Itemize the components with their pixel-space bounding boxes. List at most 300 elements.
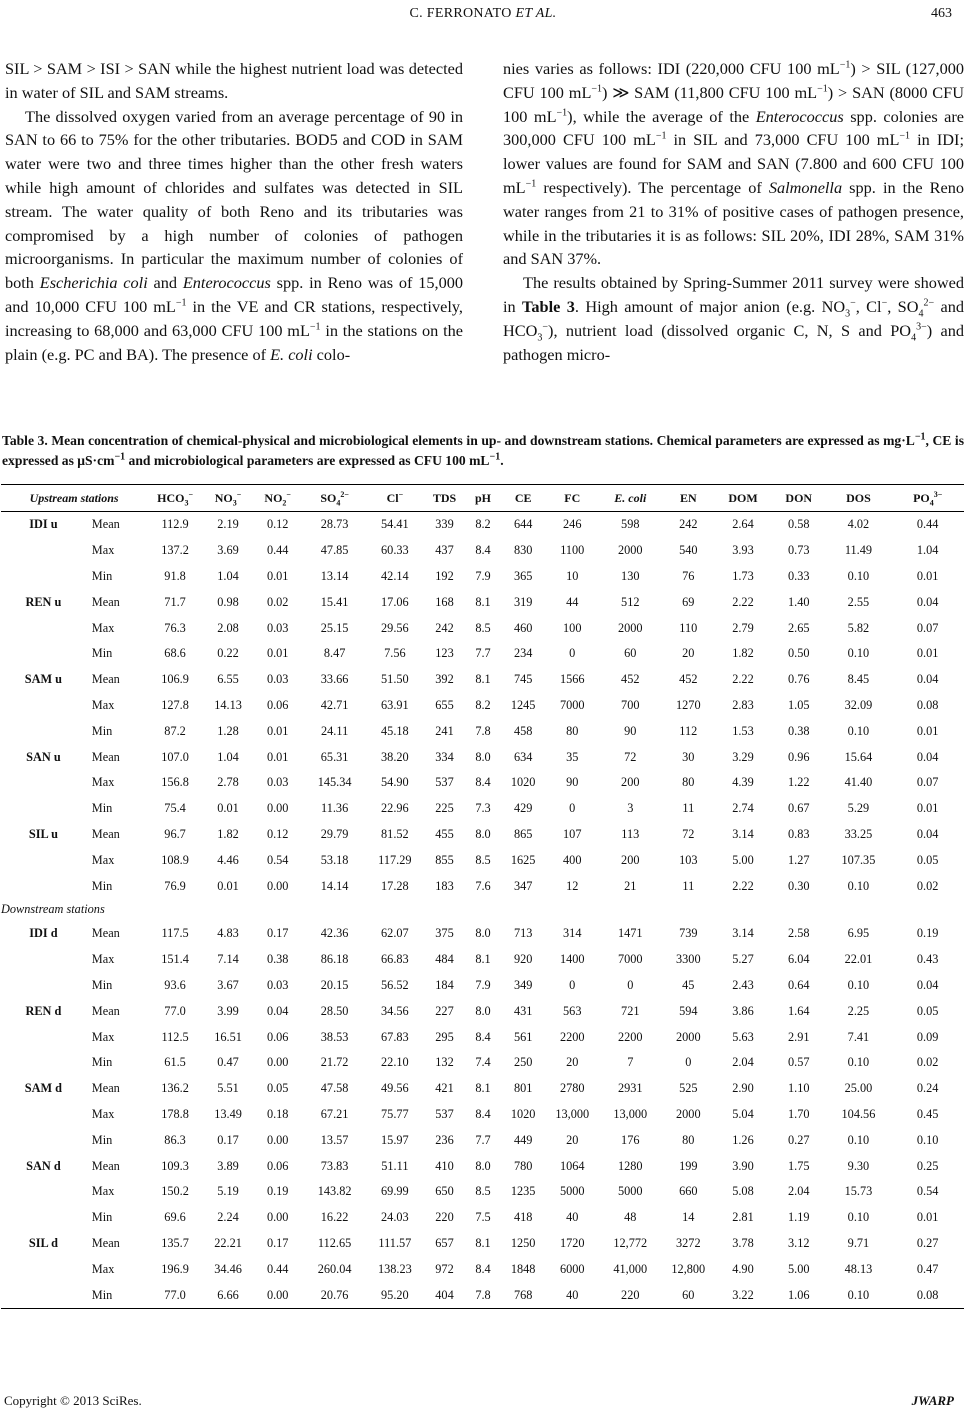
species-name: Salmonella xyxy=(768,177,843,197)
value-cell: 314 xyxy=(563,926,582,941)
value-cell: 537 xyxy=(435,1106,454,1121)
subscript: 4 xyxy=(918,308,924,320)
text-run: , Cl xyxy=(855,296,882,316)
value-cell: 13,000 xyxy=(555,1106,590,1121)
value-cell: 8.0 xyxy=(475,1003,491,1018)
value-cell: 63.91 xyxy=(381,697,409,712)
station-cell xyxy=(1,1024,86,1050)
text-run: in the VE and CR stations, respectively, increasing to 68,000 and 63,000 CFU 100 mL xyxy=(5,296,463,340)
value-cell: 1.53 xyxy=(732,723,754,738)
value-cell: 0.05 xyxy=(266,1081,289,1096)
table-row xyxy=(1,589,964,615)
value-cell: 1.04 xyxy=(217,568,239,583)
value-cell: 561 xyxy=(513,1029,533,1044)
value-cell: 339 xyxy=(435,517,454,532)
value-cell: 7.4 xyxy=(475,1055,491,1070)
superscript: − xyxy=(542,321,549,333)
value-cell: 0.10 xyxy=(847,878,870,893)
value-cell: 48.13 xyxy=(844,1261,873,1276)
value-cell: 1.82 xyxy=(217,826,239,841)
value-cell: 14 xyxy=(682,1210,695,1225)
value-cell: 0.10 xyxy=(847,646,870,661)
superscript: −1 xyxy=(655,130,667,142)
value-cell: 7.56 xyxy=(384,646,406,661)
statistic-cell: Mean xyxy=(91,826,120,841)
statistic-cell: Mean xyxy=(91,1003,120,1018)
value-cell: 56.52 xyxy=(381,977,409,992)
value-cell: 594 xyxy=(679,1003,698,1018)
value-cell: 107.0 xyxy=(161,749,189,764)
table-header-first: Upstream stations xyxy=(29,490,119,505)
value-cell: 1.82 xyxy=(732,646,754,661)
value-cell: 80 xyxy=(682,775,695,790)
value-cell: 66.83 xyxy=(381,952,409,967)
value-cell: 2000 xyxy=(676,1029,701,1044)
value-cell: 112.9 xyxy=(161,517,189,532)
value-cell: 8.0 xyxy=(475,1158,491,1173)
value-cell: 135.7 xyxy=(161,1235,189,1250)
species-name: Enterococcus xyxy=(182,273,271,293)
text-run: respectively). The percentage of xyxy=(536,177,769,197)
value-cell: 7.8 xyxy=(475,723,491,738)
statistic-cell: Mean xyxy=(91,926,120,941)
value-cell: 14.13 xyxy=(214,697,242,712)
value-cell: 3.67 xyxy=(217,977,239,992)
value-cell: 0.10 xyxy=(847,1132,870,1147)
superscript: −1 xyxy=(114,451,126,463)
value-cell: 365 xyxy=(513,568,533,583)
value-cell: 44 xyxy=(566,594,579,609)
value-cell: 8.1 xyxy=(475,1081,491,1096)
value-cell: 12,772 xyxy=(613,1235,648,1250)
station-cell xyxy=(1,1282,86,1308)
table-row xyxy=(1,667,964,693)
value-cell: 2200 xyxy=(559,1029,585,1044)
text-run: ), while the average of the xyxy=(567,106,756,126)
value-cell: 112.65 xyxy=(317,1235,352,1250)
value-cell: 0 xyxy=(569,801,576,816)
value-cell: 25.15 xyxy=(320,620,349,635)
value-cell: 431 xyxy=(513,1003,533,1018)
value-cell: 8.1 xyxy=(475,594,491,609)
value-cell: 4.39 xyxy=(732,775,754,790)
value-cell: 8.0 xyxy=(475,826,491,841)
value-cell: 0.03 xyxy=(266,620,289,635)
value-cell: 452 xyxy=(679,672,698,687)
value-cell: 2.55 xyxy=(847,594,870,609)
value-cell: 1.64 xyxy=(787,1003,810,1018)
value-cell: 32.09 xyxy=(844,697,873,712)
value-cell: 449 xyxy=(513,1132,533,1147)
value-cell: 0.27 xyxy=(916,1235,939,1250)
table-header-cell: FC xyxy=(564,490,581,505)
value-cell: 2.43 xyxy=(732,977,754,992)
value-cell: 90 xyxy=(566,775,579,790)
value-cell: 2.91 xyxy=(787,1029,810,1044)
value-cell: 0.96 xyxy=(787,749,810,764)
value-cell: 655 xyxy=(435,697,454,712)
value-cell: 0.01 xyxy=(266,568,289,583)
value-cell: 1720 xyxy=(559,1235,585,1250)
value-cell: 0.00 xyxy=(266,1055,289,1070)
value-cell: 920 xyxy=(513,952,533,967)
value-cell: 10 xyxy=(566,568,579,583)
value-cell: 1100 xyxy=(560,543,585,558)
value-cell: 3.90 xyxy=(732,1158,754,1173)
table-row xyxy=(1,1076,964,1102)
value-cell: 2.22 xyxy=(732,594,754,609)
value-cell: 0.03 xyxy=(266,775,289,790)
value-cell: 0.10 xyxy=(847,723,870,738)
station-cell: SAM d xyxy=(24,1081,63,1096)
value-cell: 35 xyxy=(566,749,579,764)
text-run: spp. in Reno was of 15,000 and 10,000 CFU 100 mL xyxy=(5,273,464,316)
superscript: −1 xyxy=(591,83,603,95)
value-cell: 123 xyxy=(435,646,454,661)
value-cell: 20 xyxy=(566,1132,579,1147)
value-cell: 3272 xyxy=(676,1235,701,1250)
value-cell: 3.69 xyxy=(217,543,239,558)
value-cell: 8.45 xyxy=(847,672,870,687)
table-header-cell: EN xyxy=(679,490,697,505)
statistic-cell: Max xyxy=(91,952,115,967)
subscript: 4 xyxy=(911,332,917,344)
value-cell: 0.10 xyxy=(847,568,870,583)
table-header-row xyxy=(1,485,964,512)
value-cell: 2.74 xyxy=(732,801,754,816)
table-row xyxy=(1,744,964,770)
value-cell: 0.01 xyxy=(916,568,939,583)
table-row xyxy=(1,564,964,590)
value-cell: 3.12 xyxy=(787,1235,810,1250)
value-cell: 104.56 xyxy=(841,1106,876,1121)
left-paragraph-2 xyxy=(5,105,463,367)
value-cell: 60.33 xyxy=(381,543,409,558)
statistic-cell: Min xyxy=(91,1055,113,1070)
value-cell: 0.43 xyxy=(916,952,939,967)
value-cell: 7.41 xyxy=(847,1029,870,1044)
value-cell: 319 xyxy=(513,594,533,609)
value-cell: 0.05 xyxy=(916,1003,939,1018)
statistic-cell: Min xyxy=(91,977,113,992)
text-run: and xyxy=(147,273,183,293)
value-cell: 2.08 xyxy=(217,620,239,635)
station-cell xyxy=(1,564,86,590)
value-cell: 200 xyxy=(621,775,640,790)
text-run: in IDI; lower values are found for SAM and SAN (7.800 and 600 CFU 100 mL xyxy=(503,130,964,197)
value-cell: 1.19 xyxy=(787,1210,810,1225)
value-cell: 246 xyxy=(563,517,582,532)
value-cell: 1.27 xyxy=(787,852,810,867)
statistic-cell: Mean xyxy=(91,517,120,532)
statistic-cell: Mean xyxy=(91,672,120,687)
value-cell: 227 xyxy=(435,1003,454,1018)
superscript: −1 xyxy=(489,451,501,463)
value-cell: 437 xyxy=(435,543,454,558)
value-cell: 0.47 xyxy=(217,1055,239,1070)
text-run: ) > SAN (8000 CFU 100 mL xyxy=(503,82,964,126)
value-cell: 0.10 xyxy=(826,1282,892,1308)
text-run: , CE is expressed as μS·cm xyxy=(2,433,964,468)
value-cell: 1064 xyxy=(559,1158,585,1173)
table-row xyxy=(1,1179,964,1205)
right-paragraph-1 xyxy=(503,57,964,271)
value-cell: 0.98 xyxy=(217,594,239,609)
value-cell: 400 xyxy=(563,852,582,867)
value-cell: 452 xyxy=(621,672,640,687)
value-cell: 1.22 xyxy=(787,775,810,790)
value-cell: 349 xyxy=(513,977,533,992)
value-cell: 34.56 xyxy=(381,1003,409,1018)
value-cell: 4.46 xyxy=(217,852,239,867)
statistic-cell: Mean xyxy=(91,1081,120,1096)
value-cell: 0.09 xyxy=(916,1029,939,1044)
value-cell: 67.83 xyxy=(381,1029,409,1044)
value-cell: 455 xyxy=(435,826,454,841)
value-cell: 38.53 xyxy=(320,1029,349,1044)
value-cell: 1625 xyxy=(510,852,536,867)
value-cell: 4.90 xyxy=(732,1261,754,1276)
value-cell: 1245 xyxy=(510,697,536,712)
value-cell: 3300 xyxy=(676,952,701,967)
statistic-cell: Min xyxy=(91,568,113,583)
value-cell: 0.04 xyxy=(266,1003,289,1018)
value-cell: 242 xyxy=(679,517,698,532)
table-header-cell: TDS xyxy=(432,490,457,505)
value-cell: 95.20 xyxy=(367,1282,423,1308)
value-cell: 0.04 xyxy=(916,594,939,609)
value-cell: 484 xyxy=(435,952,454,967)
table-row xyxy=(1,1153,964,1179)
value-cell: 2.04 xyxy=(732,1055,754,1070)
page-header xyxy=(0,6,966,32)
value-cell: 80 xyxy=(682,1132,695,1147)
statistic-cell: Min xyxy=(91,723,113,738)
value-cell: 421 xyxy=(435,1081,454,1096)
value-cell: 1020 xyxy=(510,775,536,790)
value-cell: 96.7 xyxy=(164,826,186,841)
value-cell: 22.01 xyxy=(844,952,873,967)
value-cell: 113 xyxy=(621,826,640,841)
station-cell: IDI d xyxy=(29,926,58,941)
value-cell: 150.2 xyxy=(161,1184,189,1199)
value-cell: 0.54 xyxy=(266,852,289,867)
value-cell: 1020 xyxy=(510,1106,536,1121)
value-cell: 0.12 xyxy=(266,517,289,532)
value-cell: 2000 xyxy=(617,543,643,558)
table-row xyxy=(1,796,964,822)
value-cell: 347 xyxy=(513,878,533,893)
value-cell: 0.19 xyxy=(916,926,939,941)
table-row xyxy=(1,693,964,719)
value-cell: 5.00 xyxy=(787,1261,810,1276)
value-cell: 69 xyxy=(682,594,695,609)
value-cell: 0.04 xyxy=(916,749,939,764)
value-cell: 111.57 xyxy=(378,1235,412,1250)
value-cell: 1.40 xyxy=(787,594,810,609)
value-cell: 8.4 xyxy=(475,775,491,790)
value-cell: 537 xyxy=(435,775,454,790)
value-cell: 0.10 xyxy=(916,1132,939,1147)
statistic-cell: Max xyxy=(91,697,115,712)
value-cell: 5.29 xyxy=(847,801,870,816)
value-cell: 334 xyxy=(435,749,454,764)
value-cell: 0.27 xyxy=(787,1132,810,1147)
value-cell: 34.46 xyxy=(214,1261,242,1276)
value-cell: 0.30 xyxy=(787,878,810,893)
value-cell: 242 xyxy=(435,620,454,635)
value-cell: 2.83 xyxy=(732,697,754,712)
value-cell: 8.1 xyxy=(475,952,491,967)
text-run: The dissolved oxygen varied from an average percentage of 90 in SAN to 66 to 75% for the other tributaries. BOD5 and COD in SAM water were two and three times higher than the other fresh waters while high amount of chlorides and sulfates was detected in SIL stream. The water quality of both Reno and its tributaries was compromised by a high number of colonies of pathogen microorganisms. In particular the maximum number of colonies of both xyxy=(5,106,463,293)
station-cell xyxy=(1,641,86,667)
value-cell: 12 xyxy=(566,878,579,893)
value-cell: 0.57 xyxy=(787,1055,810,1070)
value-cell: 0.64 xyxy=(787,977,810,992)
value-cell: 2.79 xyxy=(732,620,754,635)
value-cell: 138.23 xyxy=(377,1261,412,1276)
superscript: −1 xyxy=(175,297,187,309)
value-cell: 0.04 xyxy=(916,826,939,841)
table-body xyxy=(1,512,964,1309)
text-run: colo- xyxy=(312,344,351,364)
table-row xyxy=(1,1050,964,1076)
statistic-cell: Max xyxy=(91,775,115,790)
value-cell: 53.18 xyxy=(320,852,349,867)
value-cell: 178.8 xyxy=(161,1106,189,1121)
journal-name: JWARP xyxy=(911,1393,954,1408)
value-cell: 15.41 xyxy=(320,594,349,609)
value-cell: 0.50 xyxy=(787,646,810,661)
value-cell: 15.73 xyxy=(844,1184,873,1199)
value-cell: 0.03 xyxy=(266,672,289,687)
value-cell: 700 xyxy=(621,697,640,712)
value-cell: 295 xyxy=(435,1029,454,1044)
value-cell: 103 xyxy=(679,852,698,867)
table-caption xyxy=(2,431,964,471)
value-cell: 7.8 xyxy=(466,1282,499,1308)
statistic-cell: Max xyxy=(91,1029,115,1044)
value-cell: 0.10 xyxy=(847,1055,870,1070)
statistic-cell: Min xyxy=(91,801,113,816)
value-cell: 6.55 xyxy=(217,672,239,687)
value-cell: 13.49 xyxy=(214,1106,242,1121)
value-cell: 0.05 xyxy=(916,852,939,867)
text-run: and microbiological parameters are expressed as CFU 100 mL xyxy=(125,453,490,468)
value-cell: 87.2 xyxy=(164,723,186,738)
value-cell: 127.8 xyxy=(161,697,189,712)
value-cell: 8.4 xyxy=(475,1261,491,1276)
value-cell: 0.17 xyxy=(266,1235,289,1250)
station-cell: SIL u xyxy=(28,826,58,841)
station-cell xyxy=(1,973,86,999)
value-cell: 2.78 xyxy=(217,775,239,790)
value-cell: 0.76 xyxy=(787,672,810,687)
station-cell: REN d xyxy=(25,1003,62,1018)
table-header-cell: $PO_4^{3-}$ xyxy=(913,489,943,507)
value-cell: 2000 xyxy=(617,620,643,635)
downstream-section-row xyxy=(1,899,964,921)
value-cell: 0.18 xyxy=(266,1106,289,1121)
value-cell: 1.28 xyxy=(217,723,239,738)
value-cell: 67.21 xyxy=(320,1106,349,1121)
value-cell: 0.08 xyxy=(916,697,939,712)
value-cell: 112 xyxy=(679,723,698,738)
value-cell: 110 xyxy=(679,620,698,635)
value-cell: 77.0 xyxy=(147,1282,203,1308)
value-cell: 20.15 xyxy=(320,977,349,992)
value-cell: 45.18 xyxy=(381,723,409,738)
table-row xyxy=(1,1205,964,1231)
value-cell: 4.83 xyxy=(217,926,239,941)
value-cell: 4.02 xyxy=(847,517,870,532)
value-cell: 0 xyxy=(627,977,634,992)
value-cell: 33.25 xyxy=(844,826,873,841)
value-cell: 30 xyxy=(682,749,695,764)
value-cell: 183 xyxy=(435,878,454,893)
value-cell: 7 xyxy=(627,1055,634,1070)
value-cell: 2.22 xyxy=(732,672,754,687)
value-cell: 5.04 xyxy=(732,1106,754,1121)
table-header-cell: pH xyxy=(474,490,491,505)
species-name: Enterococcus xyxy=(755,106,844,126)
value-cell: 13.57 xyxy=(320,1132,349,1147)
value-cell: 3.89 xyxy=(217,1158,239,1173)
value-cell: 77.0 xyxy=(164,1003,186,1018)
value-cell: 0.38 xyxy=(266,952,289,967)
value-cell: 192 xyxy=(435,568,454,583)
value-cell: 75.4 xyxy=(164,801,186,816)
value-cell: 801 xyxy=(513,1081,533,1096)
value-cell: 107 xyxy=(563,826,582,841)
value-cell: 0.44 xyxy=(916,517,939,532)
superscript: − xyxy=(850,297,856,309)
value-cell: 660 xyxy=(679,1184,698,1199)
value-cell: 0.38 xyxy=(787,723,810,738)
station-cell xyxy=(1,947,86,973)
value-cell: 137.2 xyxy=(161,543,189,558)
value-cell: 2.65 xyxy=(787,620,810,635)
value-cell: 65.31 xyxy=(320,749,349,764)
value-cell: 410 xyxy=(435,1158,454,1173)
value-cell: 0.45 xyxy=(916,1106,939,1121)
value-cell: 24.11 xyxy=(321,723,349,738)
value-cell: 404 xyxy=(423,1282,467,1308)
table-row xyxy=(1,947,964,973)
value-cell: 721 xyxy=(621,1003,640,1018)
value-cell: 220 xyxy=(598,1282,663,1308)
statistic-cell: Min xyxy=(91,1132,113,1147)
table-header-cell: DOS xyxy=(846,490,871,505)
value-cell: 3.22 xyxy=(714,1282,772,1308)
value-cell: 86.18 xyxy=(320,952,349,967)
value-cell: 90 xyxy=(624,723,637,738)
value-cell: 0.01 xyxy=(266,723,289,738)
value-cell: 107.35 xyxy=(841,852,876,867)
value-cell: 241 xyxy=(435,723,454,738)
value-cell: 0.06 xyxy=(266,1158,289,1173)
value-cell: 0.17 xyxy=(266,926,289,941)
value-cell: 42.71 xyxy=(320,697,349,712)
value-cell: 0.02 xyxy=(916,878,939,893)
value-cell: 0.47 xyxy=(916,1261,939,1276)
text-run: ), nutrient load (dissolved organic C, N, S and PO xyxy=(548,320,912,340)
value-cell: 29.56 xyxy=(381,620,409,635)
value-cell: 7.14 xyxy=(217,952,239,967)
statistic-cell: Max xyxy=(91,620,115,635)
text-run: in SIL and 73,000 CFU 100 mL xyxy=(666,130,900,150)
page-number: 463 xyxy=(931,6,952,21)
